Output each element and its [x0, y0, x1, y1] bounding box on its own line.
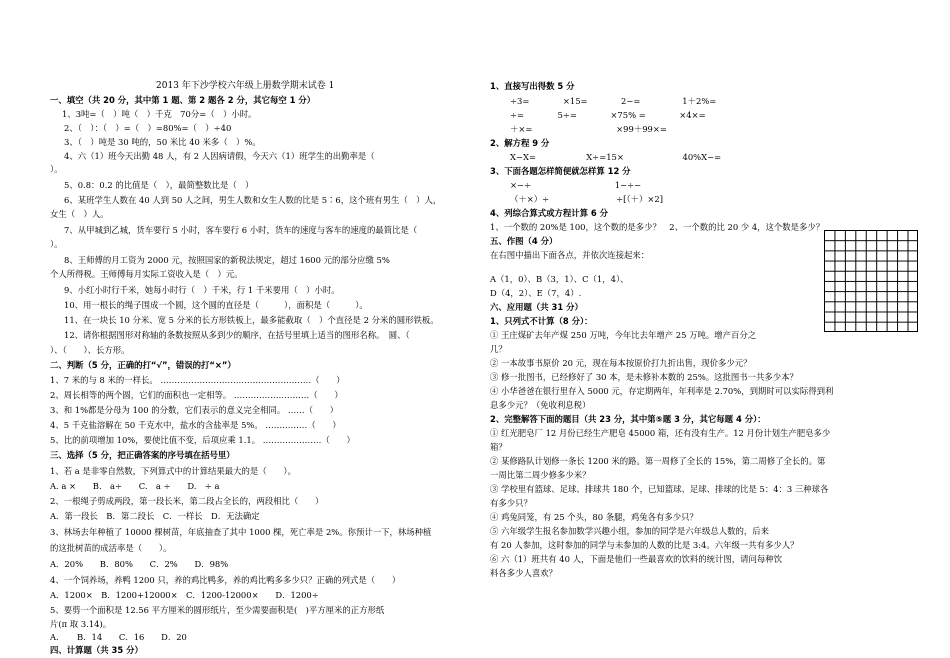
full-answer-heading: 2、完整解答下面的题目（共 23 分，其中第⑤题 3 分，其它每题 4 分）：	[490, 414, 766, 424]
calc-direct-row1: ÷3= ×15= 2−= 1＋2%=	[510, 96, 717, 106]
fill-q7: 7、从甲城到乙城，货车要行 5 小时，客车要行 6 小时，货车的速度与客车的速度的最简比是（	[64, 225, 418, 235]
choice-q2-options: A．第一段长 B．第二段长 C．一样长 D．无法确定	[50, 511, 260, 521]
app-q3: ③ 修一批图书，已经修好了 30 本，是未修补本数的 25%。这批图书一共多少本？	[490, 372, 798, 382]
full-q3: ③ 学校里有篮球、足球、排球共 180 个，已知篮球、足球、排球的比是 5：4：3 三种球各	[490, 484, 829, 494]
choice-q2: 2、一根绳子剪成两段，第一段长米，第二段占全长的，两段相比（ ）	[50, 496, 324, 506]
app-q4: ④ 小华爸爸在银行里存入 5000 元，存定期两年，年利率是 2.70%，到期时可以实际得到利	[490, 386, 834, 396]
app-q4-cont: 息多少元？（免收利息税）	[490, 400, 591, 410]
judge-q5: 5、比的前项增加 10%，要使比值不变，后项应乘 1.1。 …………………（ ）	[50, 435, 355, 445]
formula-row: 1、一个数的 20%是 100，这个数的是多少？ 2、一个数的比 20 少 4，这个数是多少？	[490, 222, 825, 232]
application-heading: 六、应用题（共 31 分）	[490, 302, 583, 312]
choice-q4-options: A．1200× B．1200+12000× C．1200-12000× D．1200÷	[50, 590, 319, 600]
fill-q2: 2、（ ）：（ ）=（ ）=80%=（ ）÷40	[64, 123, 232, 133]
equation-heading: 2、解方程 9 分	[490, 138, 550, 148]
fill-q3: 3、（ ）吨是 30 吨的，50 米比 40 米多（ ）%。	[64, 137, 261, 147]
fill-q12-cont: ）、（ ）、长方形。	[50, 345, 130, 355]
fill-q4: 4、六（1）班今天出勤 48 人，有 2 人因病请假，今天六（1）班学生的出勤率是（	[64, 151, 375, 161]
full-q6-cont: 料各多少人喜欢？	[490, 568, 557, 578]
full-q5-cont: 有 20 人参加，这时参加的同学与未参加的人数的比是 3:4。六年级一共有多少人？	[490, 540, 799, 550]
section-fill-heading: 一、填空（共 20 分，其中第 1 题、第 2 题各 2 分，其它每空 1 分）	[50, 95, 316, 105]
choice-q3: 3、林场去年种植了 10000 棵树苗，年底抽查了其中 1000 棵，死亡率是 2%。你预计一下，林场种植	[50, 527, 432, 537]
fill-q5: 5、0.8：0.2 的比值是（ ），最简整数比是（ ）	[64, 180, 254, 190]
app-q1: ① 王庄煤矿去年产煤 250 万吨，今年比去年增产 25 万吨。增产百分之	[490, 330, 757, 340]
choice-q1: 1、若 a 是非零自然数，下列算式中的计算结果最大的是（ ）。	[50, 466, 296, 476]
app-q1-cont: 几？	[490, 344, 507, 354]
formula-heading: 4、列综合算式或方程计算 6 分	[490, 208, 608, 218]
full-q3-cont: 有多少只？	[490, 498, 532, 508]
choice-q3-cont: 的这批树苗的成活率是（ ）。	[50, 543, 172, 553]
simplify-row1: ×−÷ 1−÷−	[510, 180, 642, 190]
calc-direct-row3: ＋×= ×99＋99×=	[510, 124, 667, 134]
fill-q4-cont: ）。	[50, 164, 63, 174]
choice-q5-options: A． B．14 C．16 D．20	[50, 632, 187, 642]
full-q4: ④ 鸡兔同笼，有 25 个头，80 条腿，鸡兔各有多少只？	[490, 512, 698, 522]
formula-only-heading: 1、只列式不计算（8 分）：	[490, 316, 593, 326]
fill-q10: 10、用一根长的绳子围成一个圆，这个圆的直径是（ ），面积是（ ）。	[64, 300, 368, 310]
judge-q2: 2、周长相等的两个圆，它们的面积也一定相等。 ………………………（ ）	[50, 390, 343, 400]
calc-direct-row2: ÷= 5÷= ×75% = ×4×=	[510, 110, 706, 120]
full-q6: ⑥ 六（1）班共有 40 人，下面是他们一些最喜欢的饮料的统计图，请问每种饮	[490, 554, 782, 564]
fill-q8-cont: 个人所得税。王师傅每月实际工资收入是（ ）元。	[50, 269, 243, 279]
section-calc-heading: 四、计算题（共 35 分）	[50, 645, 143, 655]
fill-q6-cont: 女生（ ）人。	[50, 209, 109, 219]
app-q2: ② 一本故事书原价 20 元，现在每本按原价打九折出售，现价多少元？	[490, 358, 752, 368]
calc-direct-heading: 1、直接写出得数 5 分	[490, 81, 575, 91]
fill-q8: 8、王师傅的月工资为 2000 元，按照国家的新税法规定，超过 1600 元的部分应缴 5%	[64, 255, 390, 265]
drawing-instruction: 在右图中描出下面各点，并依次连接起来：	[490, 250, 650, 260]
fill-q1: 1、3吨=（ ）吨（ ）千克 70分=（ ）小时。	[62, 109, 257, 119]
judge-q4: 4、5 千克盐溶解在 50 千克水中，盐水的含盐率是 5%。 ……………（ ）	[50, 420, 341, 430]
exam-title: 2013 年下沙学校六年级上册数学期末试卷 1	[156, 81, 335, 91]
full-q2-cont: 一周比第二周少修多少米？	[490, 470, 591, 480]
section-judge-heading: 二、判断（5 分，正确的打“√”，错误的打“×”）	[50, 360, 236, 370]
choice-q3-options: A．20% B．80% C．2% D．98%	[50, 559, 229, 569]
choice-q5: 5、要剪一个面积是 12.56 平方厘米的圆形纸片，至少需要面积是( )平方厘米的正方形纸	[50, 605, 385, 615]
fill-q9: 9、小红小时行千米，她每小时行（ ）千米，行 1 千米要用（ ）小时。	[64, 285, 340, 295]
choice-q4: 4、一个饲养场，养鸭 1200 只，养的鸡比鸭多，养的鸡比鸭多多少只？正确的列式是（ ）	[50, 575, 401, 585]
drawing-points-1: A（1，0）、B（3，1）、C（1，4）、	[490, 274, 629, 284]
simplify-row2: （＋×）÷ ÷[（＋）×2]	[510, 194, 663, 204]
choice-q5-cont: 片(π 取 3.14)。	[50, 619, 112, 629]
drawing-points-2: D（4，2）、E（7，4）.	[490, 288, 582, 298]
choice-q1-options: A. a × B. a÷ C. a ÷ D. ÷ a	[50, 481, 220, 491]
judge-q1: 1、7 米的与 8 米的一样长。 ………………………………………………（ ）	[50, 375, 345, 385]
fill-q11: 11、在一块长 10 分米、宽 5 分米的长方形铁板上，最多能截取（ ）个直径是 2 分米的圆形铁板。	[64, 315, 439, 325]
full-q1-cont: 箱？	[490, 442, 507, 452]
section-choice-heading: 三、选择（5 分，把正确答案的序号填在括号里）	[50, 450, 235, 460]
full-q2: ② 某修路队计划修一条长 1200 米的路。第一周修了全长的 15%，第二周修了全长的。第	[490, 456, 826, 466]
judge-q3: 3、和 1%都是分母为 100 的分数，它们表示的意义完全相同。 ……（ ）	[50, 405, 339, 415]
simplify-heading: 3、下面各题怎样简便就怎样算 12 分	[490, 166, 631, 176]
equation-row: X−X= X÷=15× 40%X−=	[510, 152, 722, 162]
coordinate-grid	[824, 230, 918, 332]
fill-q7-cont: ）。	[50, 239, 63, 249]
full-q5: ⑤ 六年级学生报名参加数学兴趣小组，参加的同学是六年级总人数的，后来	[490, 526, 770, 536]
fill-q12: 12、请你根据图形对称轴的条数按照从多到少的顺序，在括号里填上适当的图形名称。 圆、（	[64, 330, 410, 340]
drawing-heading: 五、作图（4 分）	[490, 236, 558, 246]
fill-q6: 6、某班学生人数在 40 人到 50 人之间，男生人数和女生人数的比是 5∶6，这个班有男生（ ）人，	[64, 195, 442, 205]
full-q1: ① 红光肥皂厂 12 月份已经生产肥皂 45000 箱，还有没有生产。12 月份计划生产肥皂多少	[490, 428, 831, 438]
